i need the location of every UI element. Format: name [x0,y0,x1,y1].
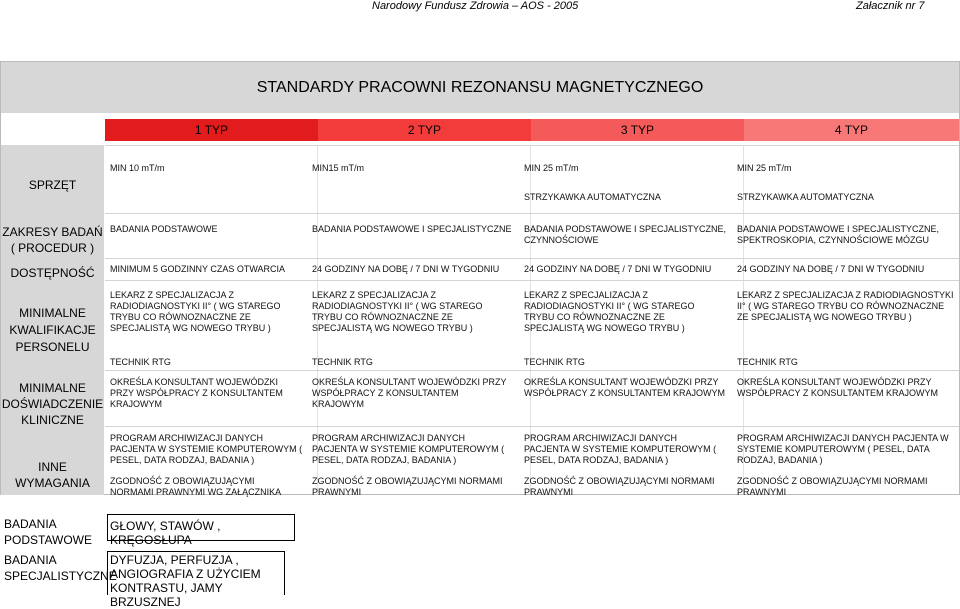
dostepnosc-type-4: 24 GODZINY NA DOBĘ / 7 DNI W TYGODNIU [737,264,925,274]
page-title: STANDARDY PRACOWNI REZONANSU MAGNETYCZNEGO [256,79,704,96]
legend-specjalistyczne-value: DYFUZJA, PERFUZJA , ANGIOGRAFIA Z UŻYCIEM KONTRASTU, JAMY BRZUSZNEJ [107,551,285,595]
archiwizacja-type-4: PROGRAM ARCHIWIZACJI DANYCH PACJENTA W SYSTEMIE KOMPUTEROWYM ( PESEL, DATA RODZAJ, BADANIA ) [737,433,949,465]
sprzet-injector-4: STRZYKAWKA AUTOMATYCZNA [737,192,874,202]
archiwizacja-type-3: PROGRAM ARCHIWIZACJI DANYCH PACJENTA W SYSTEMIE KOMPUTEROWYM ( PESEL, DATA RODZAJ, BADANIA ) [524,433,717,465]
kwalifikacje-technik-2: TECHNIK RTG [312,357,373,367]
sprzet-gradient-1: MIN 10 mT/m [110,163,165,173]
row-divider [105,145,959,146]
zakres-type-2: BADANIA PODSTAWOWE I SPECJALISTYCZNE [312,224,512,234]
doswiadczenie-type-3: OKREŚLA KONSULTANT WOJEWÓDZKI PRZY WSPÓŁPRACY Z KONSULTANTEM KRAJOWYM [524,377,726,398]
row-divider [105,280,959,281]
kwalifikacje-technik-4: TECHNIK RTG [737,357,798,367]
zakres-type-1: BADANIA PODSTAWOWE [110,224,218,234]
row-label-zakres: ZAKRESY BADAŃ ( PROCEDUR ) [2,225,103,255]
zakres-type-4: BADANIA PODSTAWOWE I SPECJALISTYCZNE, SPEKTROSKOPIA, CZYNNOŚCIOWE MÓZGU [737,224,940,245]
type-3-header: 3 TYP [531,119,744,141]
dostepnosc-type-1: MINIMUM 5 GODZINNY CZAS OTWARCIA [110,264,286,274]
row-divider [105,370,959,371]
kwalifikacje-lekarz-2: LEKARZ Z SPECJALIZACJA Z RADIODIAGNOSTYKI II° ( WG STAREGO TRYBU CO RÓWNOZNACZNE ZE SPECJALISTĄ WG NOWEGO TRYBU ) [312,290,483,333]
doswiadczenie-type-1: OKREŚLA KONSULTANT WOJEWÓDZKI PRZY WSPÓŁPRACY Z KONSULTANTEM KRAJOWYM [110,377,283,409]
zgodnosc-type-3: ZGODNOŚĆ Z OBOWIĄZUJĄCYMI NORMAMI PRAWNYMI [524,476,715,497]
type-2-header: 2 TYP [318,119,531,141]
row-label-sprzet: SPRZĘT [28,178,77,192]
row-label-doswiadczenie: MINIMALNE DOŚWIADCZENIE KLINICZNE [1,381,104,427]
document-header-right: Załacznik nr 7 [856,0,925,12]
zgodnosc-type-2: ZGODNOŚĆ Z OBOWIĄZUJĄCYMI NORMAMI PRAWNYMI [312,476,503,497]
legend-specjalistyczne-label: BADANIA SPECJALISTYCZNE [4,553,117,583]
dostepnosc-type-3: 24 GODZINY NA DOBĘ / 7 DNI W TYGODNIU [524,264,712,274]
document-header-left: Narodowy Fundusz Zdrowia – AOS - 2005 [372,0,579,12]
kwalifikacje-lekarz-3: LEKARZ Z SPECJALIZACJA Z RADIODIAGNOSTYKI II° ( WG STAREGO TRYBU CO RÓWNOZNACZNE ZE SPECJALISTĄ WG NOWEGO TRYBU ) [524,290,695,333]
kwalifikacje-lekarz-1: LEKARZ Z SPECJALIZACJA Z RADIODIAGNOSTYKI II° ( WG STAREGO TRYBU CO RÓWNOZNACZNE ZE SPECJALISTĄ WG NOWEGO TRYBU ) [110,290,281,333]
type-4-header: 4 TYP [744,119,959,141]
type-header-bar [1,119,959,141]
type-1-header: 1 TYP [105,119,318,141]
archiwizacja-type-1: PROGRAM ARCHIWIZACJI DANYCH PACJENTA W SYSTEMIE KOMPUTEROWYM ( PESEL, DATA RODZAJ, BADANIA ) [110,433,303,465]
row-label-inne: INNE WYMAGANIA [15,460,90,490]
zgodnosc-type-4: ZGODNOŚĆ Z OBOWIĄZUJĄCYMI NORMAMI PRAWNYMI [737,476,928,497]
row-label-dostepnosc: DOSTĘPNOŚĆ [10,266,95,280]
sprzet-injector-3: STRZYKAWKA AUTOMATYCZNA [524,192,661,202]
doswiadczenie-type-2: OKREŚLA KONSULTANT WOJEWÓDZKI PRZY WSPÓŁPRACY Z KONSULTANTEM KRAJOWYM [312,377,507,409]
row-divider [105,258,959,259]
row-divider [105,426,959,427]
dostepnosc-type-2: 24 GODZINY NA DOBĘ / 7 DNI W TYGODNIU [312,264,500,274]
kwalifikacje-technik-3: TECHNIK RTG [524,357,585,367]
archiwizacja-type-2: PROGRAM ARCHIWIZACJI DANYCH PACJENTA W SYSTEMIE KOMPUTEROWYM ( PESEL, DATA RODZAJ, BADANIA ) [312,433,505,465]
sprzet-gradient-4: MIN 25 mT/m [737,163,792,173]
legend-podstawowe-label: BADANIA PODSTAWOWE [4,517,92,547]
sprzet-gradient-2: MIN15 mT/m [312,163,365,173]
legend-podstawowe-value: GŁOWY, STAWÓW , KRĘGOSŁUPA [107,514,295,541]
doswiadczenie-type-4: OKREŚLA KONSULTANT WOJEWÓDZKI PRZY WSPÓŁPRACY Z KONSULTANTEM KRAJOWYM [737,377,939,398]
zgodnosc-type-1: ZGODNOŚĆ Z OBOWIĄZUJĄCYMI NORMAMI PRAWNYMI WG ZAŁĄCZNIKA [110,476,282,497]
row-label-kwalifikacje: MINIMALNE KWALIFIKACJE PERSONELU [9,306,96,354]
kwalifikacje-technik-1: TECHNIK RTG [110,357,171,367]
row-divider [105,213,959,214]
kwalifikacje-lekarz-4: LEKARZ Z SPECJALIZACJA Z RADIODIAGNOSTYKI II° ( WG STAREGO TRYBU CO RÓWNOZNACZNE ZE SPECJALISTĄ WG NOWEGO TRYBU ) [737,290,954,322]
zakres-type-3: BADANIA PODSTAWOWE I SPECJALISTYCZNE, CZYNNOŚCIOWE [524,224,727,245]
sprzet-gradient-3: MIN 25 mT/m [524,163,579,173]
